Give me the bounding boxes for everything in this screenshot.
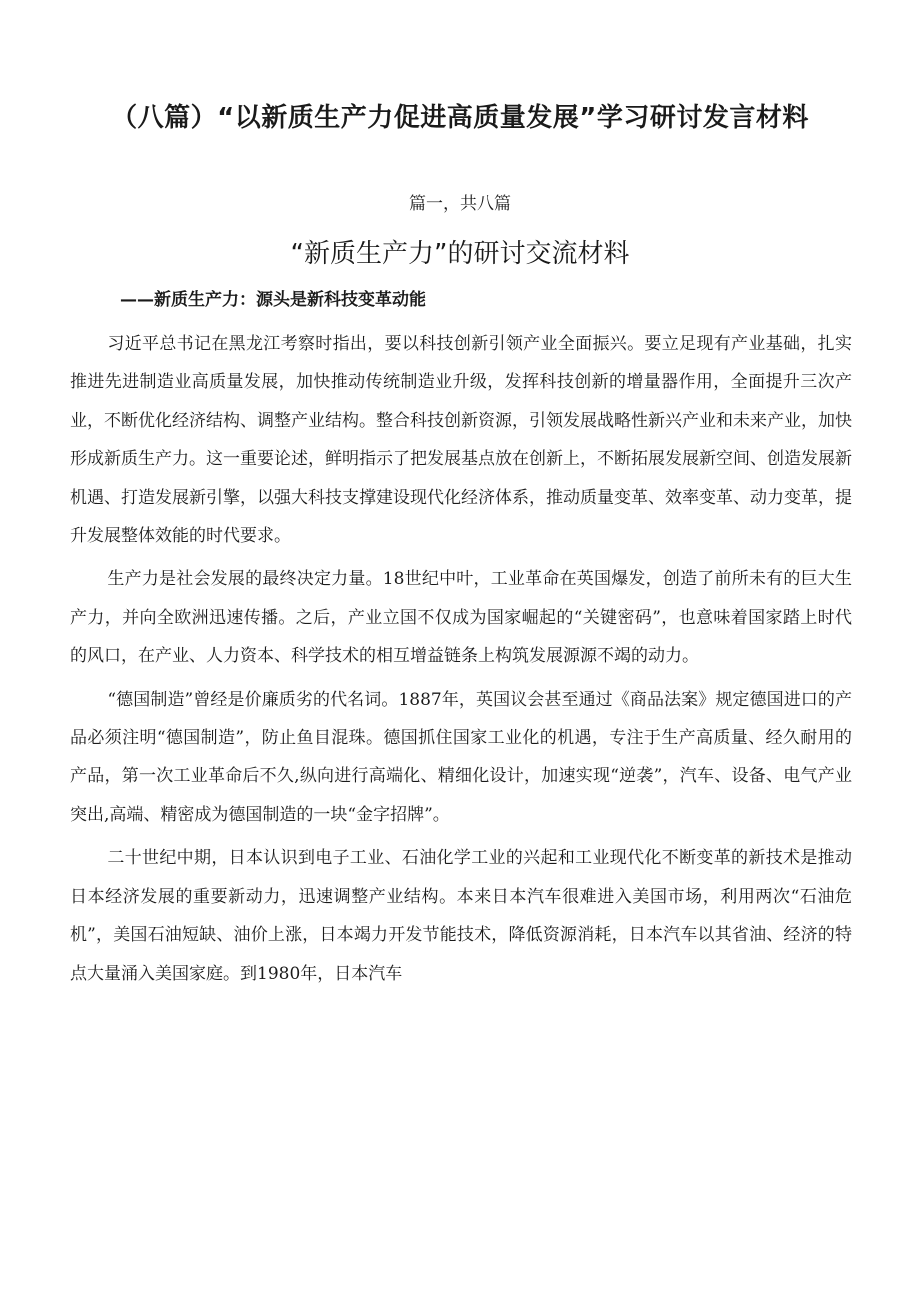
paragraph: 习近平总书记在黑龙江考察时指出，要以科技创新引领产业全面振兴。要立足现有产业基础，扎实推进先进制造业高质量发展，加快推动传统制造业升级，发挥科技创新的增量器作用，全面提升三次产业，不断优化经济结构、调整产业结构。整合科技创新资源，引领发展战略性新兴产业和未来产业，加快形成新质生产力。这一重要论述，鲜明指示了把发展基点放在创新上，不断拓展发展新空间、创造发展新机遇、打造发展新引擎，以强大科技支撑建设现代化经济体系，推动质量变革、效率变革、动力变革，提升发展整体效能的时代要求。 [70,334,852,547]
document-body [70,325,852,998]
paragraph: “德国制造”曾经是价廉质劣的代名词。1887年，英国议会甚至通过《商品法案》规定德国进口的产品必须注明“德国制造”，防止鱼目混珠。德国抓住国家工业化的机遇，专注于生产高质量、经久耐用的产品，第一次工业革命后不久,纵向进行高端化、精细化设计，加速实现“逆袭”，汽车、设备、电气产业突出,高端、精密成为德国制造的一块“金字招牌”。 [70,689,852,825]
section-heading: ——新质生产力：源头是新科技变革动能 [120,290,426,310]
document-title: （八篇）“以新质生产力促进高质量发展”学习研讨发言材料 [111,103,809,133]
part-label: 篇一，共八篇 [409,194,511,214]
paragraph: 生产力是社会发展的最终决定力量。18世纪中叶，工业革命在英国爆发，创造了前所未有的巨大生产力，并向全欧洲迅速传播。之后，产业立国不仅成为国家崛起的“关键密码”，也意味着国家踏上时代的风口，在产业、人力资本、科学技术的相互增益链条上构筑发展源源不竭的动力。 [70,569,852,667]
paragraph: 二十世纪中期，日本认识到电子工业、石油化学工业的兴起和工业现代化不断变革的新技术是推动日本经济发展的重要新动力，迅速调整产业结构。本来日本汽车很难进入美国市场，利用两次“石油危机”，美国石油短缺、油价上涨，日本竭力开发节能技术，降低资源消耗，日本汽车以其省油、经济的特点大量涌入美国家庭。到1980年，日本汽车 [70,848,852,984]
article-title: “新质生产力”的研讨交流材料 [290,239,630,269]
